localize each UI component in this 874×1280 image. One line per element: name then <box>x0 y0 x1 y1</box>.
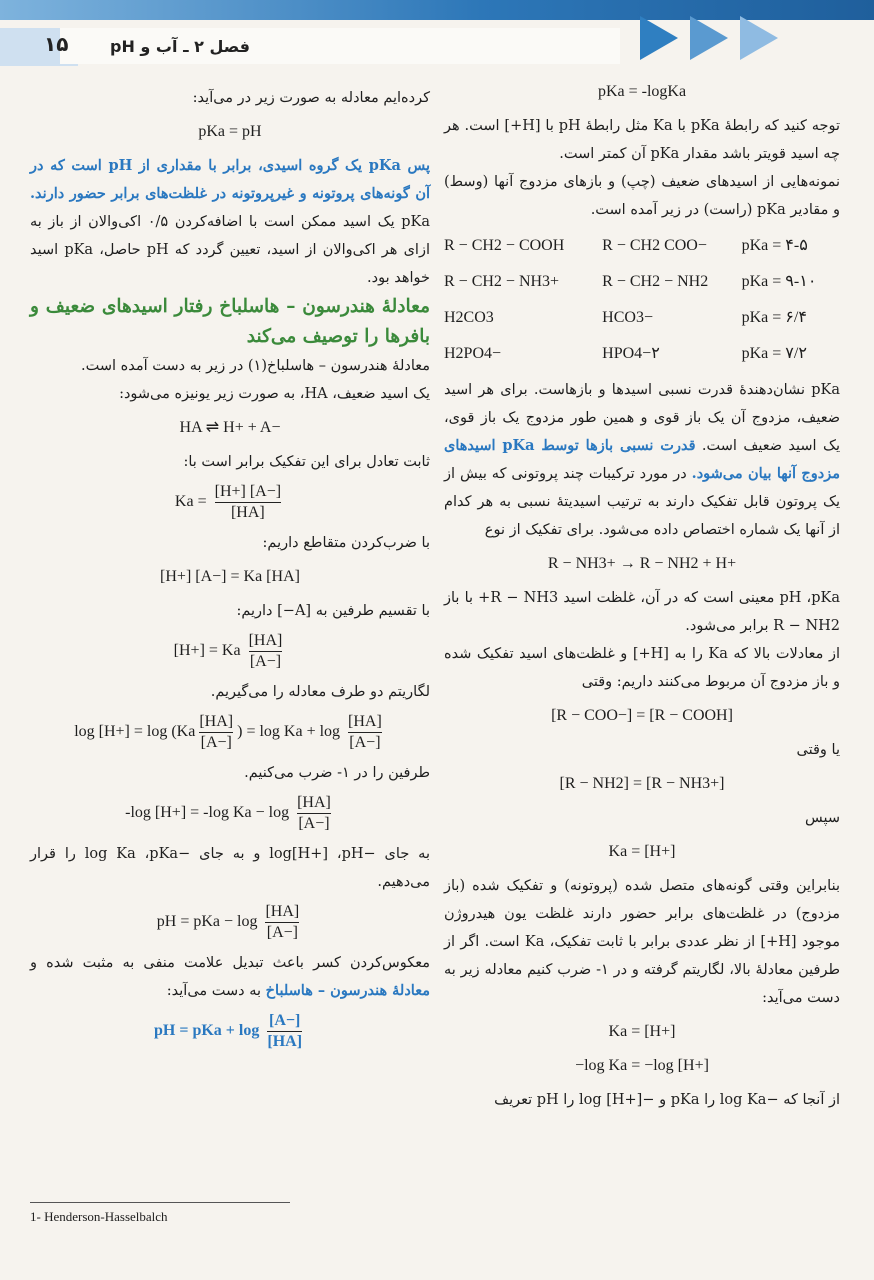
fraction <box>348 712 382 753</box>
text-run: معکوس‌کردن کسر باعث تبدیل علامت منفی به مثبت شده و <box>30 955 430 971</box>
equation-part: ) = log Ka + log <box>237 723 341 741</box>
henderson-hasselbalch-equation <box>30 1011 430 1052</box>
text-run: در مورد ترکیبات چند پروتونی که بیش از یک پروتون قابل تفکیک دارند به ترتیب اسیدیتهٔ نسبی به هر کدام از آنها یک شماره اختصاص داده می‌شود. برای تفکیک از نوع <box>444 466 840 538</box>
fraction <box>215 482 281 523</box>
fraction-numerator: [H+] [A−] <box>215 482 281 503</box>
paragraph: pH ،pKa معینی است که در آن، غلظت اسید R − NH3+ با باز R − NH2 برابر می‌شود. <box>444 590 841 634</box>
table-cell: pKa = ۴-۵ <box>741 237 808 254</box>
fraction-denominator: [A−] <box>200 734 232 751</box>
equation: [H+] [A−] = Ka [HA] <box>160 568 300 585</box>
pka-table <box>444 228 840 372</box>
left-column <box>30 84 430 1058</box>
paragraph <box>444 376 840 544</box>
table-cell: H2PO4− <box>444 345 502 362</box>
paragraph: از آنجا که −log Ka را pKa و −log [H+] را pH تعریف <box>494 1092 840 1108</box>
fraction-numerator: [HA] <box>249 631 283 652</box>
fraction-denominator: [HA] <box>267 1033 303 1050</box>
fraction-numerator: [HA] <box>199 712 233 733</box>
table-cell: R − CH2 − COOH <box>444 237 565 254</box>
equation-part: -log [H+] = -log Ka − log <box>125 804 290 822</box>
fraction-numerator: [HA] <box>297 793 331 814</box>
highlight-text: پس pKa یک گروه اسیدی، برابر با مقداری از pH است که در آن گونه‌های پروتونه و غیرپروتونه در غلظت‌های برابر حضور دارند. <box>30 157 430 202</box>
fraction <box>199 712 233 753</box>
right-column <box>444 72 840 1114</box>
equation-part: log [H+] = log (Ka <box>74 723 196 741</box>
equation-part: pH = pKa + log <box>153 1022 260 1040</box>
equation-part: Ka = <box>174 493 207 511</box>
equation: pKa = -logKa <box>597 83 687 100</box>
equation <box>30 712 430 753</box>
footnote-divider <box>30 1202 290 1203</box>
highlight-text: معادلهٔ هندرسون – هاسلباخ <box>265 982 430 999</box>
equation-part: pH = pKa − log <box>156 913 258 931</box>
table-row <box>444 300 840 336</box>
equation-part: [H+] = Ka <box>173 642 241 660</box>
table-row <box>444 228 840 264</box>
paragraph: نمونه‌هایی از اسیدهای ضعیف (چپ) و بازهای مزدوج آنها (وسط) و مقادیر pKa (راست) در زیر آمده است. <box>444 174 840 218</box>
table-cell: R − CH2 − NH3+ <box>444 273 560 290</box>
table-row <box>444 264 840 300</box>
table-cell: pKa = ۹-۱۰ <box>741 273 817 290</box>
paragraph: لگاریتم دو طرف معادله را می‌گیریم. <box>210 684 430 700</box>
fraction <box>267 1011 302 1052</box>
paragraph: طرفین را در ۱- ضرب می‌کنیم. <box>244 765 430 781</box>
paragraph: با ضرب‌کردن متقاطع داریم: <box>262 535 430 551</box>
chevron-icon <box>690 16 728 60</box>
fraction-denominator: [HA] <box>230 504 265 521</box>
paragraph: یا وقتی <box>796 742 840 758</box>
paragraph: کرده‌ایم معادله به صورت زیر در می‌آید: <box>192 90 430 106</box>
fraction-denominator: [A−] <box>349 734 381 751</box>
text-run: pKa یک اسید ممکن است با اضافه‌کردن ۰/۵ اکی‌والان از باز به ازای هر اکی‌والان از اسید، تعیین گردد که pH حاصل، pKa اسید خواهد بود. <box>30 214 430 286</box>
paragraph: از معادلات بالا که Ka را به [H+] و غلظت‌های اسید تفکیک شده و باز مزدوج آن مربوط می‌کنند داریم: وقتی <box>444 646 840 690</box>
equation <box>30 902 430 943</box>
section-heading: معادلهٔ هندرسون – هاسلباخ رفتار اسیدهای ضعیف و بافرها را توصیف می‌کند <box>30 296 430 347</box>
equation: HA ⇌ H+ + A− <box>179 419 281 436</box>
fraction-denominator: [A−] <box>249 653 282 670</box>
table-cell: pKa = ۷/۲ <box>741 345 807 362</box>
paragraph: بنابراین وقتی گونه‌های متصل شده (پروتونه) و تفکیک شده (باز مزدوج) در غلظت‌های برابر حضور دارند غلظت یون هیدروژن موجود [H+] از نظر عددی برابر با ثابت تفکیک، Ka است. اگر از طرفین معادلهٔ بالا، لگاریتم گرفته و در ۱- ضرب کنیم معادله زیر به دست می‌آید: <box>444 878 841 1006</box>
table-cell: R − CH2 − NH2 <box>602 273 709 290</box>
fraction <box>265 902 299 943</box>
text-run: به دست می‌آید: <box>166 983 266 999</box>
paragraph: معادلهٔ هندرسون – هاسلباخ(۱) در زیر به دست آمده است. <box>81 358 430 374</box>
table-row <box>444 336 840 372</box>
table-cell: HPO4−۲ <box>602 345 660 362</box>
fraction-numerator: [A−] <box>267 1011 302 1032</box>
equation: pKa = pH <box>198 123 262 140</box>
fraction <box>249 631 283 672</box>
chapter-title: فصل ۲ ـ آب و pH <box>110 37 250 56</box>
table-cell: R − CH2 COO− <box>602 237 707 254</box>
highlight-text: قدرت نسبی بازها توسط pKa اسیدهای مزدوج آنها بیان می‌شود. <box>444 437 840 482</box>
paragraph: توجه کنید که رابطهٔ pKa با Ka مثل رابطهٔ pH با [H+] است. هر چه اسید قویتر باشد مقدار pKa آن کمتر است. <box>444 118 841 162</box>
equation: R − NH3+ → R − NH2 + H+ <box>547 555 737 572</box>
fraction <box>297 793 331 834</box>
chevron-icon <box>640 16 678 60</box>
equation: Ka = [H+] <box>608 1023 676 1040</box>
fraction-numerator: [HA] <box>348 712 382 733</box>
footnote: 1- Henderson-Hasselbalch <box>30 1209 168 1224</box>
fraction-denominator: [A−] <box>266 924 298 941</box>
paragraph: یک اسید ضعیف، HA، به صورت زیر یونیزه می‌شود: <box>119 386 430 402</box>
equation: Ka = [H+] <box>608 843 676 860</box>
equation: [R − NH2] = [R − NH3+] <box>559 775 725 792</box>
fraction-denominator: [A−] <box>298 815 330 832</box>
equation <box>30 631 430 672</box>
paragraph <box>30 152 430 292</box>
equation: [R − COO−] = [R − COOH] <box>551 707 733 724</box>
equation <box>30 482 430 523</box>
paragraph: سپس <box>804 810 840 826</box>
paragraph: با تقسیم طرفین به [A−] داریم: <box>236 603 430 619</box>
text-run: pKa نشان‌دهندهٔ قدرت نسبی اسیدها و بازهاست. برای هر اسید ضعیف، مزدوج آن یک باز قوی و همین طور مزدوج یک باز قوی، یک اسید ضعیف است. <box>444 382 840 454</box>
table-cell: pKa = ۶/۴ <box>741 309 807 326</box>
equation <box>30 793 430 834</box>
table-cell: H2CO3 <box>444 309 494 326</box>
paragraph: به جای −log[H+] ،pH و به جای −log Ka ،pKa را قرار می‌دهیم. <box>30 846 430 890</box>
paragraph <box>30 949 430 1005</box>
fraction-numerator: [HA] <box>265 902 299 923</box>
page-header <box>0 0 874 68</box>
paragraph: ثابت تعادل برای این تفکیک برابر است با: <box>183 454 430 470</box>
equation: −log Ka = −log [H+] <box>575 1057 709 1074</box>
page-number: ۱۵ <box>44 32 69 56</box>
table-cell: HCO3− <box>602 309 653 326</box>
chevron-icon <box>740 16 778 60</box>
